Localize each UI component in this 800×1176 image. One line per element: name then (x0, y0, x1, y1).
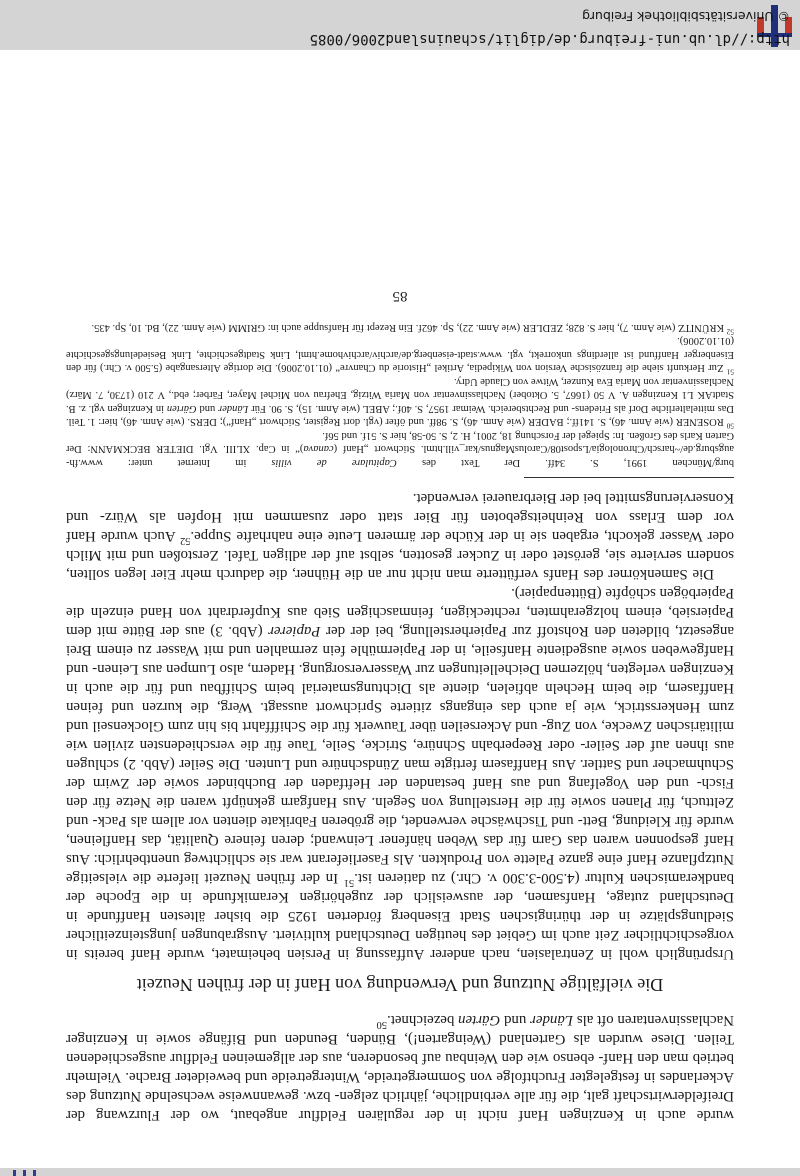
section-heading: Die vielfältige Nutzung und Verwendung von Hanf in der frühen Neuzeit (136, 975, 664, 995)
document-page (66, 288, 734, 1125)
footnote-separator (524, 477, 734, 478)
paragraph-hemp-uses: Ursprünglich wohl in Zentralasien, nach anderer Auffassung in Persien beheimatet, wurde Hanf bereits in vorgeschichtlicher Zeit auch im Gebiet des heutigen Deutschland kultiviert. Ausgrabungen jungsteinzeitlicher Siedlungsplätze in der thüringischen Stadt Eisenberg förderten 1925 die bisher ältesten Hanffunde in Deutschland zutage, Hanfsamen, der ausweislich der zugehörigen Keramikfunde in die Epoche der bandkeramischen Kultur (4.500-3.300 v. Chr.) zu datieren ist.$^{51}$ In der frühen Neuzeit lieferte die vielseitige Nutzpflanze Hanf eine ganze Palette von Produkten. Als Faserlieferant war sie schlichtweg unentbehrlich: Aus Hanf gesponnen waren das Garn für das Weben hänfener Leinwand; deren feinere Qualität, das Hanfleinen, wurde für Kleidung, Bett- und Tischwäsche verwendet, die gröberen Fabrikate dienten vor allem als Pack- und Zelttuch, für Planen sowie für die Herstellung von Segeln. Aus Hanfgarn geknüpft waren die Netze für den Fisch- und den Vogelfang und aus Hanf bestanden der Heftfaden der Buchbinder sowie der Zwirn der Schuhmacher und Sattler. Aus Hanffasern fertigte man Zündschnüre und Lunten. Die Seiler (Abb. 2) schlugen aus ihnen auf der Seiler- oder Reeperbahn Schnüre, Stricke, Seile, Taue für die verschiedensten zivilen wie militärischen Zwecke, von Zug- und Ackerseilen über Tauwerk für die Schifffahrt bis hin zum Glockenseil und zum Henkersstrick, wie ja auch das eingangs zitierte Sprichwort aussagt. Werg, die kurzen und feinen Hanffasern, die beim Hecheln abfielen, diente als Dichtungsmaterial beim Schiffbau und für die auch in Kenzingen verlegten, hölzernen Deichelleitungen zur Wasserversorgung. Hadern, also Lumpen aus Leinen- und Hanfgeweben sowie ausgediente Hanfseile, in der Papiermühle fein zermahlen und mit Wasser zu einem Brei angesetzt, bildeten den Rohstoff zur Papierherstellung, bei der der Papierer (Abb. 3) aus der Bütte mit dem Papiersieb, einem holzgerahmten, rechteckigen, feinmaschigen Sieb aus Kupferdraht von Hand einzeln die Papierbögen schöpfte (Büttenpapier). (65, 585, 734, 962)
footnote-ref-50[interactable]: 50 (376, 1018, 387, 1030)
page-number: 85 (392, 288, 408, 305)
paragraph-hemp-seeds: Die Samenkörner des Hanfs verfütterte man nicht nur an die Hühner, die dadurch mehr Eier legen sollten, sondern servierte sie, geröstet oder in Zucker gesotten, selbst auf der adligen Tafel. Zerstoßen und mit Milch oder Wasser gekocht, ergaben sie in der Küche der ärmeren Leute eine nahrhafte Suppe.$^{52}$ Auch wurde Hanf vor dem Erlass von Reinheitsgeboten für Bier statt oder zusammen mit Hopfen als Würz- und Konservierungsmittel bei der Bierbrauerei verwendet. (66, 490, 734, 582)
footnote-50: $^{50}$ ROSENER (wie Anm. 46), S. 141ff.; BADER (wie Anm. 46), S. 98ff. und öfter (vgl. dort Register, Stichwort „Hanf“); DERS. (wie Anm. 46), hier: 1. Teil. Das mittelalterliche Dorf als Friedens- und Rechtsbereich. Weimar 1957, S. 40f.; ABEL (wie Anm. 15), S. 90. Für Länder und Gärten in Kenzingen vgl. z. B. StadtAK L1 Kenzingen A. V 50 (1667, 5. Oktober) Nachlassinventar von Maria Witzig, Ehefrau von Michel Mayer, Färber; ebd., V 210 (1730, 7. März) Nachlassinventar von Maria Eva Kunzer, Witwe von Claude Udry. (65, 376, 734, 431)
footnote-51: $^{51}$ Zur Herkunft siehe die französische Version von Wikipedia, Artikel „Historie du Chanvre“ (01.10.2006). Die dortige Altersangabe (5.500 v. Chr.) für den Eisenberger Hanffund ist allerdings unkorrekt, vgl. www.stadt-eisenberg.de/archiv/archivhome.html, Link Stadtgeschichte, Link Besiedelungsgeschichte (01.10.2006). (66, 335, 734, 377)
viewer-top-band (0, 1168, 800, 1176)
footnote-ref-52[interactable]: 52 (179, 534, 191, 546)
permalink-url[interactable]: http://dl.ub.uni-freiburg.de/diglit/schauinsland2006/0085 (309, 31, 790, 47)
paragraph-intro: wurde auch in Kenzingen Hanf nicht in der regulären Feldflur angebaut, wo der Flurzwang der Dreifelderwirtschaft galt, die für alle verbindliche, jährlich zelgen- bzw. gewannweise wechselnde Nutzung des Ackerlandes in festgelegter Fruchtfolge von Sommergetreide, Wintergetreide und beweideter Brache. Vielmehr betrieb man den Hanf- ebenso wie den Weinbau auf besonderen, aus der allgemeinen Feldflur ausgeschiedenen Teilen. Diese wurden als Gartenland (Weingarten!), Bünden, Beunden und Bifänge sowie in Kenzinger Nachlassinventaren oft als Länder und Gärten bezeichnet.$^{50}$ (66, 1012, 734, 1123)
ruler-ticks-icon (10, 1168, 40, 1176)
footnote-ref-51[interactable]: 51 (343, 876, 355, 888)
copyright-notice: © Universitätsbibliothek Freiburg (582, 9, 790, 24)
footnote-continued: burg/München 1991, S. 34ff. Der Text des Capitulare de villis im Internet unter: www.fh-augsburg.de/~harsch/Chronologia/Lspost08/CarolusMagnus/kar_vill.html. Stichwort „Hanf (canava)“ in Cap. XLIII. Vgl. DIETER BECKMANN: Der Garten Karls des Großen. In: Spiegel der Forschung 18, 2001, H. 2, S. 50-58, hier S. 51f. und 56f. (66, 430, 734, 468)
footnote-52: $^{52}$ KRÜNITZ (wie Anm. 7), hier S. 828; ZEDLER (wie Anm. 22), Sp. 462f. Ein Rezept für Hanfsuppe auch in: GRIMM (wie Anm. 22), Bd. 10, Sp. 435. (91, 322, 734, 337)
